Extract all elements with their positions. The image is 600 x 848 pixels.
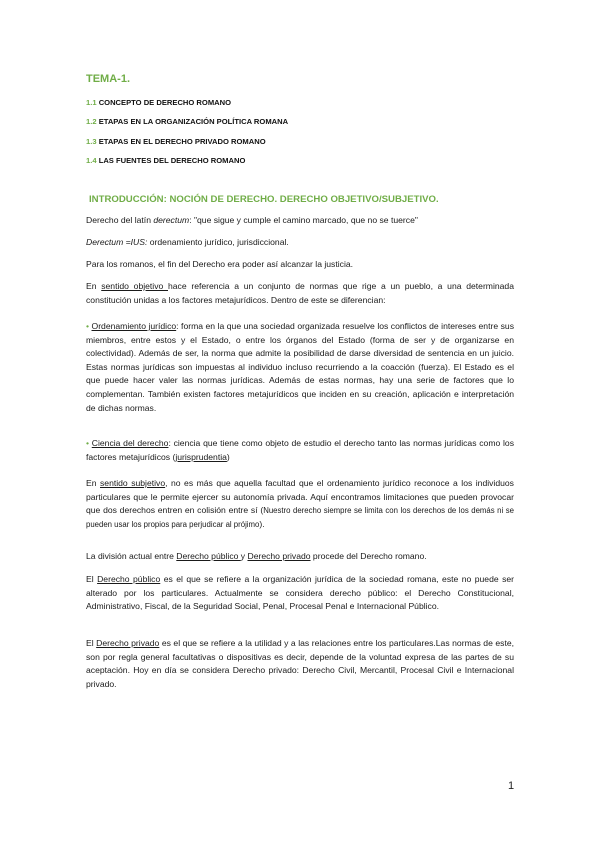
bullet-ordenamiento (86, 320, 514, 415)
text: procede del Derecho romano. (310, 551, 427, 561)
term: Derecho privado (247, 551, 311, 561)
term: jurisprudentia (175, 451, 227, 462)
text: y (240, 551, 248, 561)
paragraph-private-law (86, 637, 514, 691)
page-number: 1 (508, 780, 515, 792)
latin-term: Derectum =IUS: (86, 237, 148, 247)
text: : ciencia que tiene como objeto de estudio el derecho tanto las normas jurídicas como los factores metajurídicos ( (86, 438, 514, 462)
paragraph-public-law (86, 573, 514, 614)
text: Derecho del latín (86, 215, 154, 225)
bullet-icon: • (86, 438, 90, 448)
term: Derecho público (97, 574, 161, 584)
text: El (86, 574, 98, 584)
paragraph-objective (86, 280, 514, 307)
bullet-ciencia (86, 437, 514, 464)
text: La división actual entre (86, 551, 177, 561)
paragraph-etymology (86, 214, 514, 228)
toc-label: LAS FUENTES DEL DERECHO ROMANO (98, 156, 246, 165)
text: : forma en la que una sociedad organizada resuelve los conflictos de intereses entre sus miembros, entre estos y el Estado, o entre los órganos del Estado (forma de ser y de organizarse en colectividad). Además de ser, la norma que admite la posibilidad de darse diversidad de sentencia en un juicio. Estas normas jurídicas son impuestas al individuo incluso recurriendo a la coacción (fuerza). El Estado es el que puede hacer valer las normas jurídicas. Además de estas normas, hay una serie de factores que lo complementan. También existen factores metajurídicos que inciden en su creación, aplicación e interpretación de dichas normas. (86, 321, 514, 413)
term: Ordenamiento jurídico (91, 321, 177, 331)
toc-number: 1.1 (86, 98, 97, 107)
text: En (86, 281, 102, 291)
text: hace referencia a un conjunto de normas que rige a un pueblo, a una determinada constitución unidas a los factores metajurídicos. Dentro de este se diferencian: (86, 281, 514, 305)
bullet-icon: • (86, 321, 90, 331)
toc-item (86, 156, 245, 165)
term: Ciencia del derecho (91, 438, 169, 448)
term: sentido subjetivo (100, 478, 166, 488)
latin-term: derectum (153, 215, 190, 225)
toc-item (86, 137, 266, 146)
toc-item (86, 98, 231, 107)
text: ) (226, 451, 230, 462)
term: sentido objetivo (101, 281, 168, 291)
quote: : "que sigue y cumple el camino marcado, que no se tuerce" (189, 215, 418, 225)
toc-item (86, 117, 288, 126)
text: El (86, 638, 97, 648)
text: es el que se refiere a la utilidad y a las relaciones entre los particulares.Las normas de este, son por regla general facultativas o dispositivas es decir, depende de la voluntad expresa de las partes de su aceptación. Hoy en día se considera Derecho privado: Derecho Civil, Mercantil, Procesal Civil e Internacional privado. (86, 638, 514, 689)
toc-number: 1.4 (86, 156, 97, 165)
paragraph-justice: Para los romanos, el fin del Derecho era poder así alcanzar la justicia. (86, 259, 354, 269)
text: En (86, 478, 100, 488)
term: Derecho privado (96, 638, 160, 648)
section-heading: INTRODUCCIÓN: NOCIÓN DE DERECHO. DERECHO OBJETIVO/SUBJETIVO. (89, 194, 439, 205)
toc-label: CONCEPTO DE DERECHO ROMANO (98, 98, 232, 107)
toc-label: ETAPAS EN LA ORGANIZACIÓN POLÍTICA ROMANA (98, 117, 289, 126)
note: Nuestro derecho siempre se limita con los derechos de los demás ni se pueden usar los propios para perjudicar al prójimo (86, 506, 514, 529)
toc-number: 1.2 (86, 117, 97, 126)
document-title: TEMA-1. (86, 73, 130, 85)
paragraph-subjective (86, 477, 514, 531)
toc-number: 1.3 (86, 137, 97, 146)
toc-label: ETAPAS EN EL DERECHO PRIVADO ROMANO (98, 137, 266, 146)
text: , no es más que aquella facultad que el ordenamiento jurídico reconoce a los individuos particulares que le permite ejercer su autonomía privada. Aquí encontramos limitaciones que pueden provocar que dos derechos entren en colisión entre sí ( (86, 478, 514, 516)
term: Derecho público (176, 551, 241, 561)
text: ). (259, 518, 265, 529)
paragraph-division (86, 550, 514, 564)
paragraph-ius (86, 236, 514, 250)
text: es el que se refiere a la organización jurídica de la sociedad romana, este no puede ser alterado por los particulares. Actualmente se considera derecho público: el Derecho Constitucional, Administrativo, Fiscal, de la Seguridad Social, Penal, Procesal Penal e Internacional Público. (86, 574, 515, 612)
text: ordenamiento jurídico, jurisdiccional. (147, 237, 289, 247)
